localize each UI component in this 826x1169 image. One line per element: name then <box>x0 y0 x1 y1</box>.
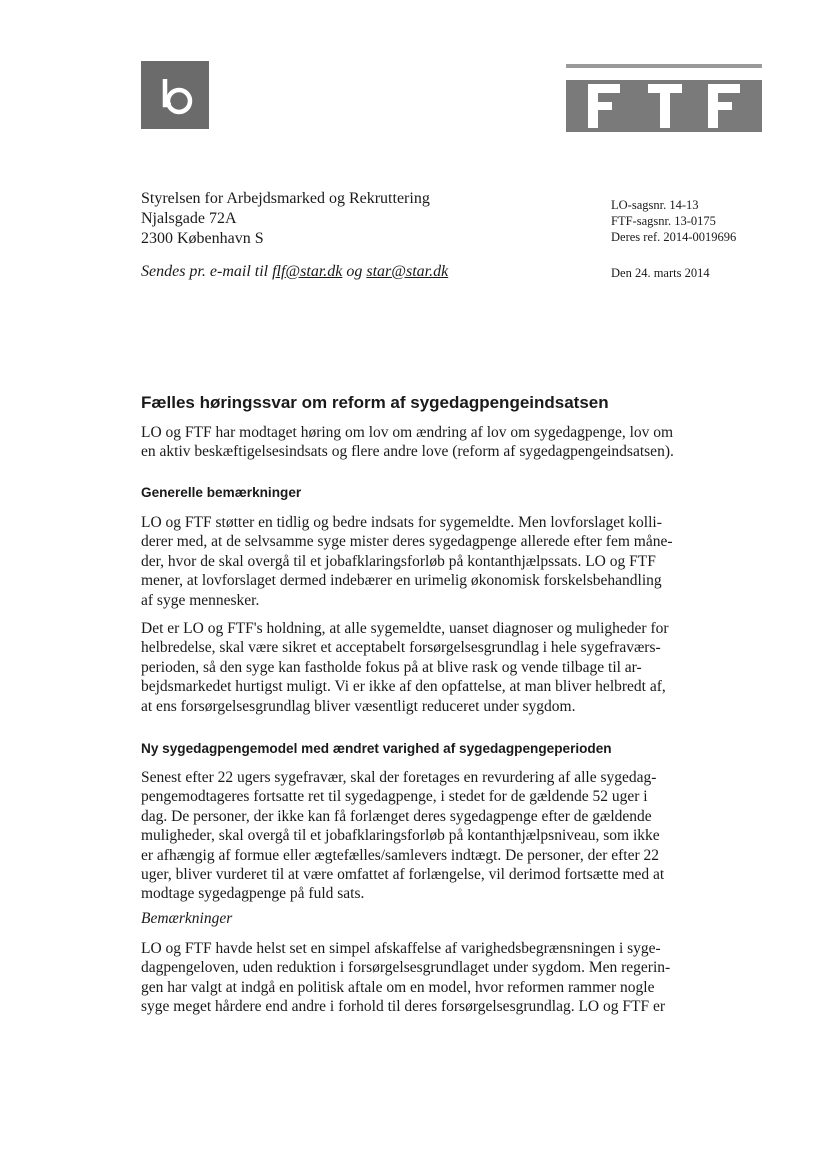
paragraph-line: muligheder, skal overgå til et jobafklaringsforløb på kontanthjælpsniveau, som ikke <box>141 827 660 845</box>
paragraph-line: mener, at lovforslaget dermed indebærer en urimelig økonomisk forskelsbehandling <box>141 572 662 590</box>
their-reference: Deres ref. 2014-0019696 <box>611 230 737 244</box>
section2-paragraph-1 <box>141 768 701 904</box>
intro-line: LO og FTF har modtaget høring om lov om ændring af lov om sygedagpenge, lov om <box>141 424 674 441</box>
lo-logo-mark <box>141 61 209 129</box>
paragraph-line: bejdsmarkedet hurtigst muligt. Vi er ikke af den opfattelse, at man bliver helbredt af, <box>141 678 666 696</box>
paragraph-line: helbredelse, skal være sikret et acceptabelt forsørgelsesgrundlag i hele sygefraværs- <box>141 639 661 657</box>
recipient-address <box>141 189 430 249</box>
paragraph-line: syge meget hårdere end andre i forhold til deres forsørgelsesgrundlag. LO og FTF er <box>141 998 665 1016</box>
section1-paragraph-1 <box>141 513 701 610</box>
recipient-city: 2300 København S <box>141 230 264 247</box>
document-title: Fælles høringssvar om reform af sygedagpengeindsatsen <box>141 393 609 412</box>
section2-paragraph-2 <box>141 939 701 1017</box>
paragraph-line: modtage sygedagpenge på fuld sats. <box>141 885 365 903</box>
paragraph-line: pengemodtageres fortsatte ret til sygedagpenge, i stedet for de gældende 52 uger i <box>141 788 648 806</box>
lo-case-number: LO-sagsnr. 14-13 <box>611 198 699 212</box>
section-heading-model: Ny sygedagpengemodel med ændret varighed af sygedagpengeperioden <box>141 741 612 756</box>
ftf-logo <box>566 62 762 132</box>
paragraph-line: af syge mennesker. <box>141 591 260 609</box>
email-link-2[interactable]: star@star.dk <box>366 263 449 280</box>
paragraph-line: Det er LO og FTF's holdning, at alle sygemeldte, uanset diagnoser og muligheder for <box>141 620 669 637</box>
ftf-logo-mark <box>566 62 762 132</box>
paragraph-line: at ens forsørgelsesgrundlag bliver væsentligt reduceret under sygdom. <box>141 697 576 715</box>
paragraph-line: dagpengeloven, uden reduktion i forsørgelsesgrundlaget under sygdom. Men regerin- <box>141 959 671 977</box>
email-link-1[interactable]: flf@star.dk <box>272 263 343 280</box>
lo-logo <box>141 61 209 129</box>
ftf-case-number: FTF-sagsnr. 13-0175 <box>611 214 716 228</box>
paragraph-line: Senest efter 22 ugers sygefravær, skal der foretages en revurdering af alle sygedag- <box>141 769 657 786</box>
sendes-middle: og <box>342 263 367 280</box>
intro-line: en aktiv beskæftigelsesindsats og flere andre love (reform af sygedagpengeindsatsen). <box>141 443 674 461</box>
reference-block <box>611 197 736 245</box>
section1-paragraph-2 <box>141 619 701 716</box>
sendes-line <box>141 263 448 281</box>
paragraph-line: derer med, at de selvsamme syge mister deres sygedagpenge allerede efter fem måne- <box>141 533 673 551</box>
paragraph-line: LO og FTF havde helst set en simpel afskaffelse af varighedsbegrænsningen i syge- <box>141 940 661 957</box>
section-heading-general: Generelle bemærkninger <box>141 485 302 500</box>
intro-paragraph <box>141 423 701 462</box>
paragraph-line: dag. De personer, der ikke kan få forlænget deres sygedagpenge efter de gældende <box>141 807 652 825</box>
paragraph-line: der, hvor de skal overgå til et jobafklaringsforløb på kontanthjælpssats. LO og FTF <box>141 552 656 570</box>
sendes-prefix: Sendes pr. e-mail til <box>141 263 273 280</box>
paragraph-line: uger, bliver vurderet til at være omfattet af forlængelse, vil derimod fortsætte med at <box>141 866 665 884</box>
paragraph-line: LO og FTF støtter en tidlig og bedre indsats for sygemeldte. Men lovforslaget kolli- <box>141 514 662 531</box>
recipient-street: Njalsgade 72A <box>141 210 237 227</box>
recipient-name: Styrelsen for Arbejdsmarked og Rekruttering <box>141 190 430 207</box>
paragraph-line: gen har valgt at indgå en politisk aftale om en model, hvor reformen rammer nogle <box>141 978 655 996</box>
letter-date: Den 24. marts 2014 <box>611 266 710 280</box>
paragraph-line: perioden, så den syge kan fastholde fokus på at blive rask og vende tilbage til ar- <box>141 658 642 676</box>
paragraph-line: er afhængig af formue eller ægtefælles/samlevers indtægt. De personer, der efter 22 <box>141 846 660 864</box>
subheading-remarks: Bemærkninger <box>141 910 233 927</box>
